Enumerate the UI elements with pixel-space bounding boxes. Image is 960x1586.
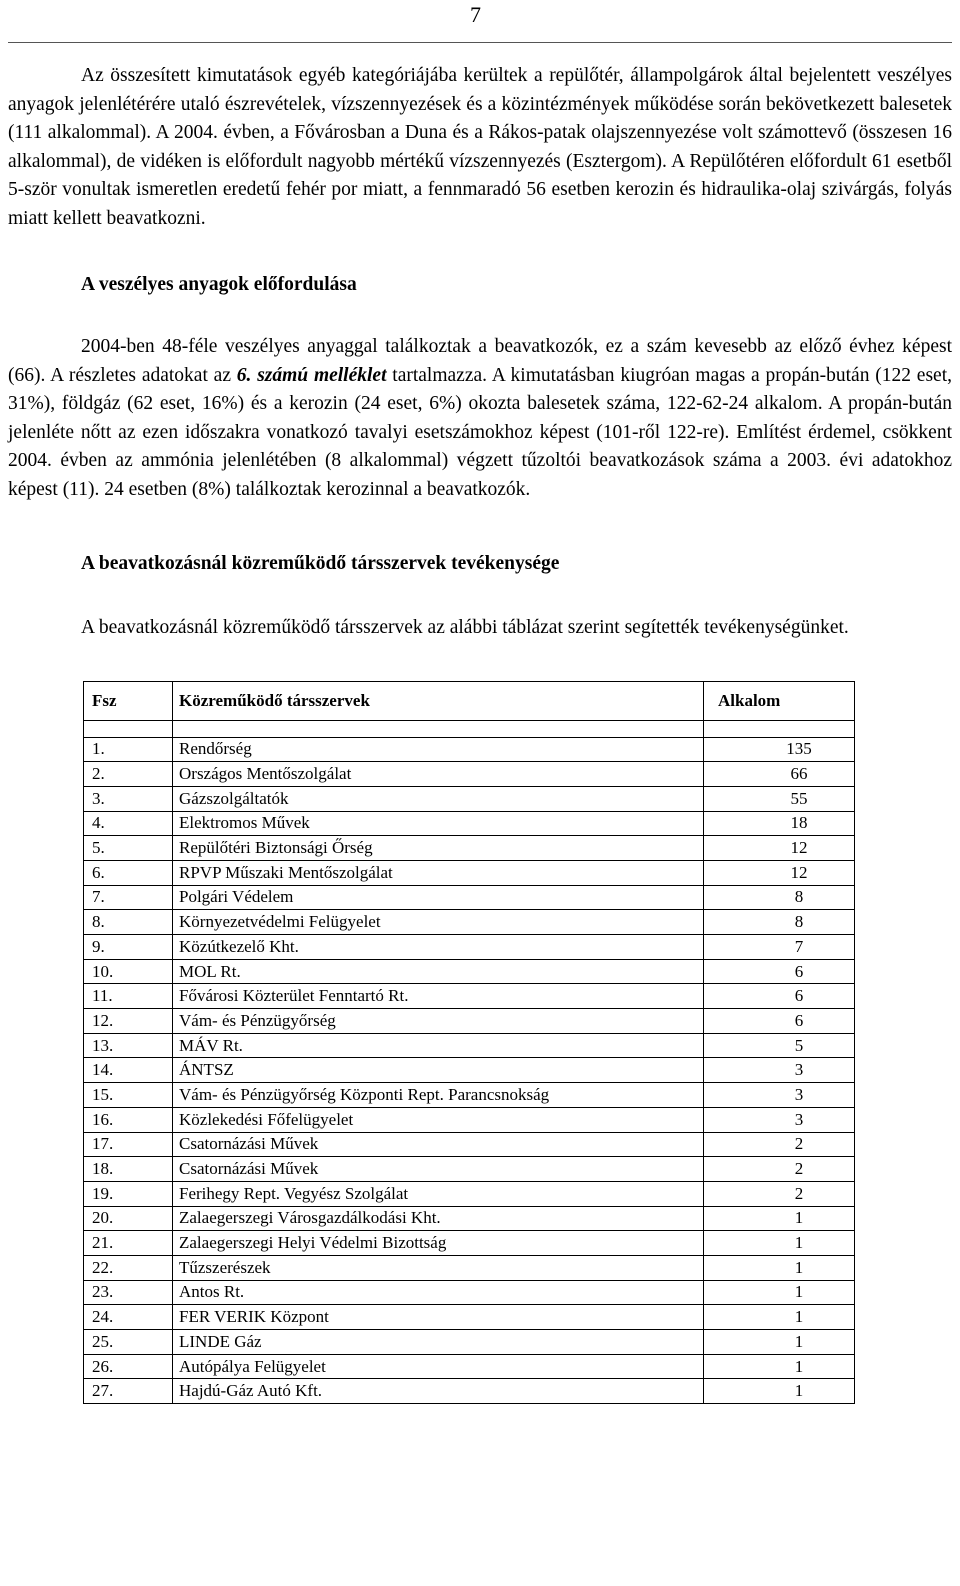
row-organization: MÁV Rt. [173, 1033, 704, 1058]
row-count: 1 [704, 1354, 855, 1379]
row-count: 1 [704, 1206, 855, 1231]
table-row [84, 1058, 855, 1083]
table-row [84, 1157, 855, 1182]
table-header-row [84, 681, 855, 720]
paragraph-hazardous-materials [8, 333, 952, 504]
table-row [84, 762, 855, 787]
table-row [84, 1354, 855, 1379]
row-organization: Autópálya Felügyelet [173, 1354, 704, 1379]
row-number: 22. [84, 1255, 173, 1280]
paragraph2-part1: 2004-ben 48-féle veszélyes anyaggal találkoztak a beavatkozók, ez a szám kevesebb az előző évhez képest (66). A részletes adatokat az [8, 336, 952, 386]
row-number: 21. [84, 1231, 173, 1256]
header-fsz: Fsz [84, 681, 173, 720]
row-organization: Hajdú-Gáz Autó Kft. [173, 1379, 704, 1404]
table-row [84, 860, 855, 885]
row-organization: Tűzszerészek [173, 1255, 704, 1280]
row-count: 3 [704, 1058, 855, 1083]
row-number: 20. [84, 1206, 173, 1231]
row-count: 1 [704, 1231, 855, 1256]
row-organization: Polgári Védelem [173, 885, 704, 910]
row-organization: ÁNTSZ [173, 1058, 704, 1083]
table-row [84, 1231, 855, 1256]
table-row [84, 1132, 855, 1157]
paragraph-partner-organizations: A beavatkozásnál közreműködő társszervek az alábbi táblázat szerint segítették tevékenységünket. [81, 617, 849, 638]
row-organization: Repülőtéri Biztonsági Őrség [173, 836, 704, 861]
row-organization: Rendőrség [173, 737, 704, 762]
row-count: 2 [704, 1132, 855, 1157]
row-organization: Zalaegerszegi Helyi Védelmi Bizottság [173, 1231, 704, 1256]
row-count: 5 [704, 1033, 855, 1058]
row-number: 26. [84, 1354, 173, 1379]
row-number: 5. [84, 836, 173, 861]
row-number: 24. [84, 1305, 173, 1330]
table-row [84, 1009, 855, 1034]
row-count: 2 [704, 1157, 855, 1182]
row-number: 10. [84, 959, 173, 984]
row-count: 1 [704, 1305, 855, 1330]
row-number: 11. [84, 984, 173, 1009]
row-number: 13. [84, 1033, 173, 1058]
table-row [84, 836, 855, 861]
row-count: 1 [704, 1255, 855, 1280]
row-organization: Zalaegerszegi Városgazdálkodási Kht. [173, 1206, 704, 1231]
row-count: 18 [704, 811, 855, 836]
row-count: 1 [704, 1330, 855, 1355]
row-organization: Fővárosi Közterület Fenntartó Rt. [173, 984, 704, 1009]
row-number: 12. [84, 1009, 173, 1034]
row-organization: Országos Mentőszolgálat [173, 762, 704, 787]
table-row [84, 1255, 855, 1280]
row-count: 6 [704, 959, 855, 984]
row-number: 1. [84, 737, 173, 762]
table-row [84, 910, 855, 935]
partner-table-wrapper [83, 681, 855, 1405]
row-organization: Elektromos Művek [173, 811, 704, 836]
row-organization: Környezetvédelmi Felügyelet [173, 910, 704, 935]
row-number: 2. [84, 762, 173, 787]
row-count: 2 [704, 1181, 855, 1206]
row-count: 1 [704, 1280, 855, 1305]
table-row [84, 1033, 855, 1058]
row-count: 3 [704, 1083, 855, 1108]
row-number: 15. [84, 1083, 173, 1108]
table-row [84, 811, 855, 836]
heading-partner-organizations: A beavatkozásnál közreműködő társszervek tevékenysége [81, 553, 560, 574]
table-body [84, 720, 855, 1404]
header-count: Alkalom [704, 681, 855, 720]
appendix-reference: 6. számú melléklet [236, 364, 387, 386]
row-count: 55 [704, 786, 855, 811]
row-number: 27. [84, 1379, 173, 1404]
row-count: 8 [704, 885, 855, 910]
row-number: 9. [84, 935, 173, 960]
header-rule [8, 42, 952, 43]
row-number: 18. [84, 1157, 173, 1182]
row-organization: Antos Rt. [173, 1280, 704, 1305]
table-row [84, 786, 855, 811]
table-row [84, 1107, 855, 1132]
table-row [84, 935, 855, 960]
row-organization: MOL Rt. [173, 959, 704, 984]
row-organization: FER VERIK Központ [173, 1305, 704, 1330]
row-organization: Csatornázási Művek [173, 1157, 704, 1182]
paragraph-other-categories: Az összesített kimutatások egyéb kategóriájába kerültek a repülőtér, állampolgárok által bejelentett veszélyes anyagok jelenlétérére utaló észrevételek, vízszennyezések és a közintézmények működése során bekövetkezett balesetek (111 alkalommal). A 2004. évben, a Fővárosban a Duna és a Rákos-patak olajszennyezése volt számottevő (összesen 16 alkalommal), de vidéken is előfordult nagyobb mértékű vízszennyezés (Esztergom). A Repülőtéren előfordult 61 esetből 5-ször vonultak ismeretlen eredetű fehér por miatt, a fennmaradó 56 esetben kerozin és hidraulika-olaj szivárgás, folyás miatt kellett beavatkozni. [8, 65, 952, 229]
paragraph2-part2: tartalmazza. A kimutatásban kiugróan magas a propán-bután (122 eset, 31%), földgáz (62 eset, 16%) és a kerozin (24 eset, 6%) okozta balesetek száma, 122-62-24 alkalom. A propán-bután jelenléte nőtt az ezen időszakra vonatkozó tavalyi esetszámokhoz képest (101-ről 122-re). Említést érdemel, csökkent 2004. évben az ammónia jelenlétében (8 alkalommal) végzett tűzoltói beavatkozások száma a 2003. évi adatokhoz képest (11). 24 esetben (8%) találkoztak kerozinnal a beavatkozók. [8, 364, 952, 500]
table-spacer-row [84, 720, 855, 737]
row-organization: Gázszolgáltatók [173, 786, 704, 811]
row-count: 7 [704, 935, 855, 960]
row-organization: Csatornázási Művek [173, 1132, 704, 1157]
row-count: 12 [704, 860, 855, 885]
table-row [84, 1280, 855, 1305]
table-row [84, 737, 855, 762]
row-number: 16. [84, 1107, 173, 1132]
row-count: 8 [704, 910, 855, 935]
row-number: 8. [84, 910, 173, 935]
table-row [84, 1379, 855, 1404]
document-body [8, 62, 952, 1404]
row-number: 14. [84, 1058, 173, 1083]
row-number: 3. [84, 786, 173, 811]
row-count: 3 [704, 1107, 855, 1132]
row-number: 25. [84, 1330, 173, 1355]
row-count: 6 [704, 984, 855, 1009]
table-row [84, 1206, 855, 1231]
row-organization: Ferihegy Rept. Vegyész Szolgálat [173, 1181, 704, 1206]
row-count: 66 [704, 762, 855, 787]
heading-hazardous-materials: A veszélyes anyagok előfordulása [81, 274, 357, 295]
table-row [84, 1181, 855, 1206]
row-number: 23. [84, 1280, 173, 1305]
row-count: 1 [704, 1379, 855, 1404]
row-organization: LINDE Gáz [173, 1330, 704, 1355]
row-organization: Vám- és Pénzügyőrség Központi Rept. Parancsnokság [173, 1083, 704, 1108]
table-row [84, 1083, 855, 1108]
row-count: 12 [704, 836, 855, 861]
table-row [84, 1330, 855, 1355]
row-count: 135 [704, 737, 855, 762]
table-row [84, 1305, 855, 1330]
page-number: 7 [470, 2, 481, 27]
row-organization: Közútkezelő Kht. [173, 935, 704, 960]
row-number: 6. [84, 860, 173, 885]
table-row [84, 984, 855, 1009]
partner-organizations-table [83, 681, 855, 1405]
row-organization: RPVP Műszaki Mentőszolgálat [173, 860, 704, 885]
row-count: 6 [704, 1009, 855, 1034]
table-row [84, 959, 855, 984]
row-number: 17. [84, 1132, 173, 1157]
row-number: 19. [84, 1181, 173, 1206]
row-organization: Közlekedési Főfelügyelet [173, 1107, 704, 1132]
table-row [84, 885, 855, 910]
row-number: 7. [84, 885, 173, 910]
row-number: 4. [84, 811, 173, 836]
row-organization: Vám- és Pénzügyőrség [173, 1009, 704, 1034]
header-organization: Közreműködő társszervek [173, 681, 704, 720]
